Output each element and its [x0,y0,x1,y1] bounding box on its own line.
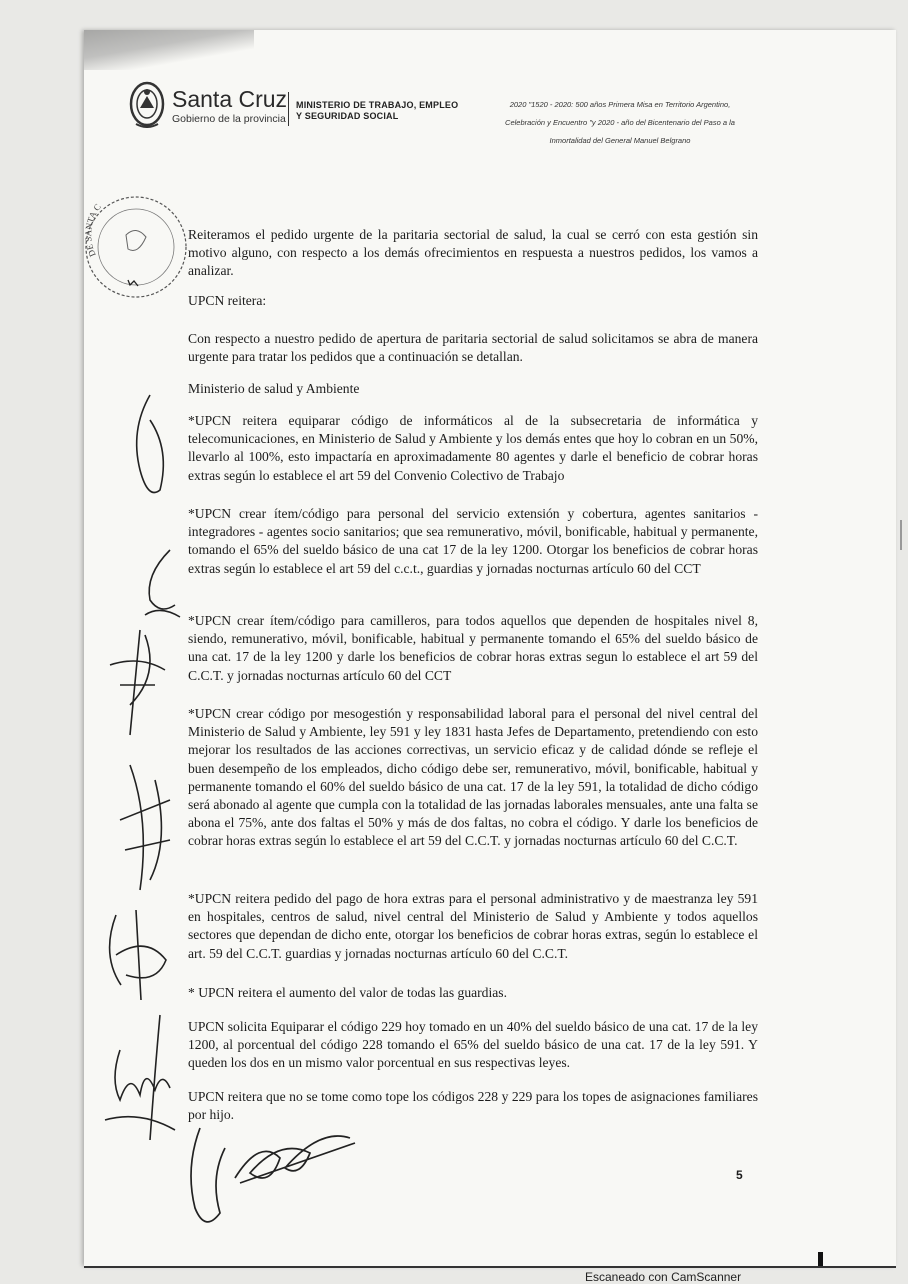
section-heading [188,380,758,398]
paragraph-informaticos [188,412,758,485]
header-commemoration-note [470,96,770,150]
paragraph-mesogestion [188,705,758,851]
paragraph-text: *UPCN crear código por mesogestión y responsabilidad laboral para el personal del nivel central del Ministerio de Salud y Ambiente, ley 591 y ley 1831 hasta Jefes de Departamento, pretendiendo con esto mejorar los resultados de las acciones correctivas, un servicio eficaz y de calidad dónde se refleje el buen desempeño de los empleados, dicho código debe ser, remunerativo, móvil, bonificable, habitual y permanente tomando el 60% del sueldo básico de una cat. 17 de la ley 591, la totalidad de dicho código será abonado al agente que cumpla con la totalidad de las jornadas laborales mensuales, ante una falta se abona el 75%, ante dos faltas el 50% y más de dos faltas, no cobra el código. Y darle los beneficios de cobrar horas extras según lo establece el art 59 del C.C.T. y jornadas nocturnas artículo 60 del C.C.T. [188,706,758,849]
paragraph-camilleros [188,612,758,685]
stamp-text: DE SANTA C [83,201,103,259]
ministry-line-1: MINISTERIO DE TRABAJO, EMPLEO [296,100,459,110]
paragraph-text: *UPCN reitera equiparar código de informáticos al de la subsecretaria de informática y telecomunicaciones, en Ministerio de Salud y Ambiente y los demás entes que hoy lo cobran en un 50%, llevarlo al 100%, esto impactaría en aproximadamente 80 agentes y darle el beneficio de cobrar horas extras según lo establece el art 59 del Convenio Colectivo de Trabajo [188,413,758,483]
paragraph-guardias [188,984,758,1002]
paragraph-codigo-229 [188,1018,758,1073]
note-line-3: Inmortalidad del General Manuel Belgrano [549,136,691,145]
paragraph-text: *UPCN crear ítem/código para camilleros, para todos aquellos que dependen de hospitales nivel 8, siendo, remunerativo, móvil, bonificable, habitual y permanente tomando el 65% del sueldo básico de una cat. 17 de la ley 1200 y darle los beneficios de cobrar horas extras segun lo establece el art 59 del C.C.T. y jornadas nocturnas artículo 60 del CCT [188,613,758,683]
paragraph-agentes-sanitarios [188,505,758,578]
page-number: 5 [736,1168,743,1182]
paragraph-horas-extras [188,890,758,963]
paragraph-text: *UPCN reitera pedido del pago de hora extras para el personal administrativo y de maestranza ley 591 en hospitales, centros de salud, nivel central del Ministerio de Salud y Ambiente y todos aquellos sectores que dependan de dicho ente, otorgar los beneficios de cobrar horas extras, según lo establece el art. 59 del C.C.T. guardias y jornadas nocturnas artículo 60 del C.C.T. [188,891,758,961]
scanner-watermark: Escaneado con CamScanner [585,1270,742,1284]
margin-initial-5 [96,905,176,1005]
ministry-name [296,100,458,122]
paragraph-text: UPCN solicita Equiparar el código 229 hoy tomado en un 40% del sueldo básico de una cat. 17 de la ley 1200, al porcentual del código 228 tomando el 65% del sueldo básico de una cat. 17 de la ley 591. Y queden los dos en un mismo valor porcentual en sus respectivas leyes. [188,1019,758,1071]
note-line-2: Celebración y Encuentro "y 2020 - año del Bicentenario del Paso a la [505,118,735,127]
paragraph-text: UPCN reitera que no se tome como tope los códigos 228 y 229 para los topes de asignaciones familiares por hijo. [188,1089,758,1123]
svg-text:DE SANTA C [83,202,103,258]
paragraph-upcn-reitera [188,292,758,310]
ministry-line-2: Y SEGURIDAD SOCIAL [296,111,399,121]
province-crest-icon [128,80,166,128]
header-divider [288,92,289,126]
scan-corner-mark [818,1252,823,1266]
margin-initial-2 [135,545,185,625]
bottom-signature [180,1118,370,1238]
paragraph-text: *UPCN crear ítem/código para personal del servicio extensión y cobertura, agentes sanitarios - integradores - agentes socio sanitarios; que sea remunerativo, móvil, bonificable, habitual y permanente, tomando el 65% del sueldo básico de una cat 17 de la ley 1200. Otorgar los beneficios de cobrar horas extras según lo establece el art 59 del c.c.t., guardias y jornadas nocturnas artículo 60 del CCT [188,506,758,576]
paragraph-text: Reiteramos el pedido urgente de la paritaria sectorial de salud, la cual se cerró con esta gestión sin motivo alguno, con respecto a los demás ofrecimientos en respuesta a nuestros pedidos, los vamos a analizar. [188,227,758,279]
paragraph-apertura [188,330,758,366]
scan-shadow [84,30,254,70]
margin-initial-4 [110,760,180,900]
brand-block [172,86,287,126]
brand-name: Santa Cruz [172,86,288,112]
brand-subtitle: Gobierno de la provincia [172,113,286,125]
paragraph-text: * UPCN reitera el aumento del valor de todas las guardias. [188,985,507,1000]
margin-initial-3 [100,625,170,745]
paragraph-intro [188,226,758,281]
margin-initial-1 [120,390,180,510]
note-line-1: 2020 "1520 - 2020: 500 años Primera Misa en Territorio Argentino, [509,100,731,109]
scan-edge-mark [900,520,902,550]
margin-signature [100,1010,180,1150]
page-bottom-edge [84,1266,896,1268]
section-title: Ministerio de salud y Ambiente [188,381,360,396]
official-stamp [78,185,194,305]
paragraph-text: UPCN reitera: [188,293,267,308]
paragraph-text: Con respecto a nuestro pedido de apertura de paritaria sectorial de salud solicitamos se abra de manera urgente para tratar los pedidos que a continuación se detallan. [188,331,758,365]
